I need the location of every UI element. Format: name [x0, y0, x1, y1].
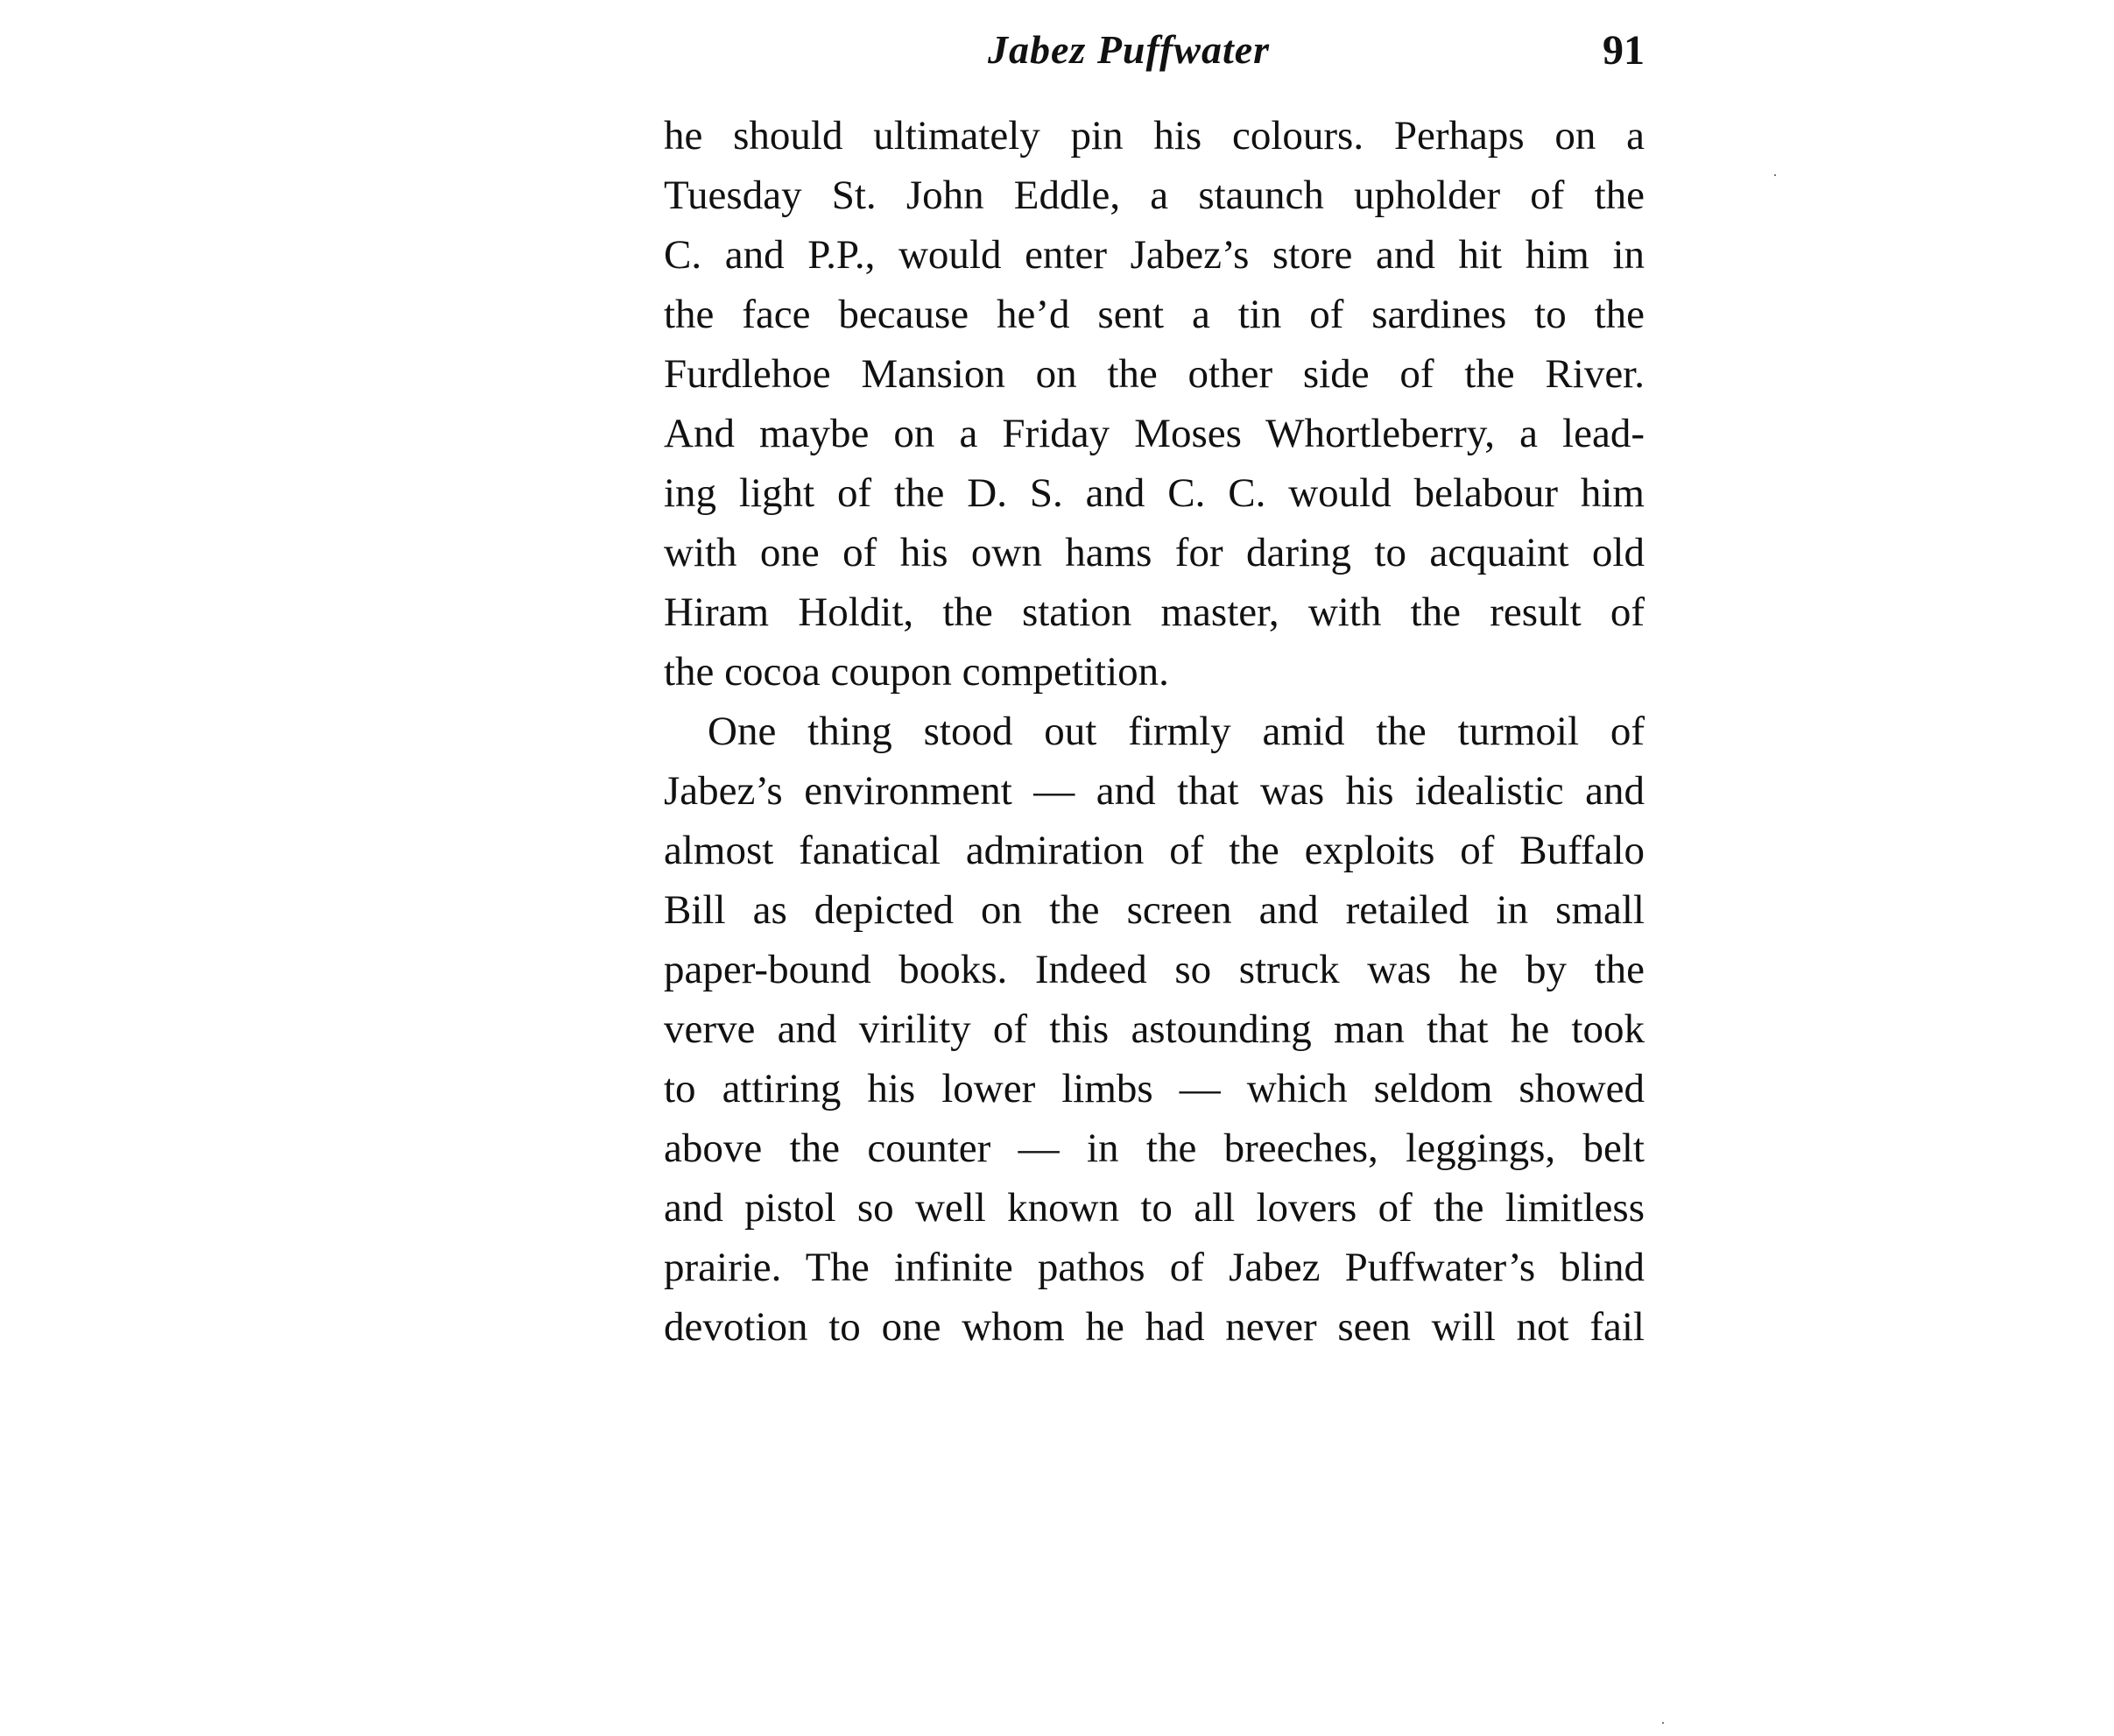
text-line: C. and P.P., would enter Jabez’s store and hit him in	[664, 232, 1645, 278]
text-line: and pistol so well known to all lovers of the limitless	[664, 1185, 1645, 1231]
text-line: And maybe on a Friday Moses Whortleberry, a lead-	[664, 411, 1645, 456]
paragraph-first-line: One thing stood out firmly amid the turmoil of	[708, 709, 1645, 754]
scan-speck	[1774, 174, 1776, 176]
body-text	[664, 106, 1645, 1357]
scan-speck	[1662, 1722, 1664, 1724]
text-line: paper-bound books. Indeed so struck was he by the	[664, 947, 1645, 992]
text-line: with one of his own hams for daring to acquaint old	[664, 530, 1645, 575]
text-line: Tuesday St. John Eddle, a staunch upholder of the	[664, 173, 1645, 218]
text-line: Furdlehoe Mansion on the other side of the River.	[664, 351, 1645, 397]
text-line: above the counter — in the breeches, leggings, belt	[664, 1126, 1645, 1171]
text-line: Bill as depicted on the screen and retailed in small	[664, 887, 1645, 933]
page-number: 91	[1603, 27, 1645, 74]
text-line: the face because he’d sent a tin of sardines to the	[664, 292, 1645, 337]
text-line: to attiring his lower limbs — which seldom showed	[664, 1066, 1645, 1111]
text-line: almost fanatical admiration of the exploits of Buffalo	[664, 828, 1645, 873]
running-title: Jabez Puffwater	[988, 27, 1271, 72]
text-line: he should ultimately pin his colours. Perhaps on a	[664, 113, 1645, 159]
text-line: devotion to one whom he had never seen will not fail	[664, 1304, 1645, 1350]
text-line: verve and virility of this astounding man that he took	[664, 1006, 1645, 1052]
text-line: Jabez’s environment — and that was his idealistic and	[664, 768, 1645, 814]
text-line: Hiram Holdit, the station master, with the result of	[664, 589, 1645, 635]
text-line: the cocoa coupon competition.	[664, 649, 1169, 695]
text-line: ing light of the D. S. and C. C. would belabour him	[664, 470, 1645, 516]
text-line: prairie. The infinite pathos of Jabez Puffwater’s blind	[664, 1245, 1645, 1290]
running-head	[664, 26, 1645, 96]
